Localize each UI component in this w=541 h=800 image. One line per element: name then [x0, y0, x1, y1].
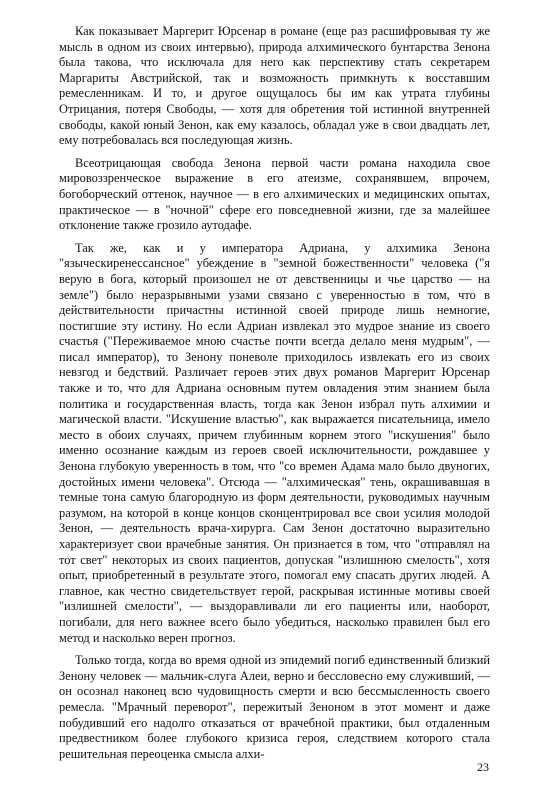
paragraph-3: Так же, как и у императора Адриана, у алхимика Зенона "языческиренессансное" убеждение в "земной божественности" человека ("я верую в бога, который произошел не от девственницы и чье царство — на земле") было неразрывными узами связано с уверенностью в том, что в действительности причастны истинной своей природе лишь немногие, постигшие эту истину. Но если Адриан извлекал это мудрое знание из своего счастья ("Переживаемое мною счастье почти всегда делало меня мудрым", — писал император), то Зенону поневоле приходилось извлекать его из своих невзгод и бедствий. Различает героев этих двух романов Маргерит Юрсенар также и то, что для Адриана основным путем овладения этим знанием была политика и государственная власть, тогда как Зенон избрал путь алхимии и магической власти. "Искушение властью", как выражается писательница, имело место в обоих случаях, причем глубинным корнем этого "искушения" было именно осознание каждым из героев своей исключительности, рождавшее у Зенона глубокую уверенность в том, что "со времен Адама мало было двуногих, достойных имени человека". Отсюда — "алхимическая" тень, окрашивавшая в темные тона самую благородную из форм деятельности, руководимых научным разумом, на которой в конце концов сконцентрировал все свои усилия молодой Зенон, — деятельность врача-хирурга. Сам Зенон достаточно выразительно характеризует свои врачебные занятия. Он признается в том, что "отправлял на тот свет" некоторых из своих пациентов, допуская "излишнюю смелость", хотя опыт, приобретенный в результате этого, помогал ему спасать других людей. А главное, как честно свидетельствует герой, раскрывая истинные мотивы своей "излишней смелости", — выздоравливали ли его пациенты или, наоборот, погибали, для него важнее всего было убедиться, насколько правилен был его метод и насколько верен прогноз.: [59, 240, 490, 645]
page-number: 23: [477, 760, 489, 774]
paragraph-2: Всеотрицающая свобода Зенона первой части романа находила свое мировоззренческое выражение в его атеизме, сохранявшем, впрочем, богоборческий оттенок, научное — в его алхимических и медицинских опытах, практическое — в "ночной" сфере его повседневной жизни, где за малейшее отклонение также грозило аутодафе.: [59, 155, 490, 233]
paragraph-1: Как показывает Маргерит Юрсенар в романе (еще раз расшифровывая ту же мысль в одном из своих интервью), природа алхимического бунтарства Зенона была такова, что исключала для него как перспективу стать секретарем Маргариты Австрийской, так и возможность примкнуть к восставшим ремесленникам. И то, и другое ощущалось бы им как утрата глубины Отрицания, потеря Свободы, — хотя для обретения той истинной внутренней свободы, какой юный Зенон, как ему казалось, обладал уже в свои двадцать лет, ему потребовалась вся последующая жизнь.: [59, 24, 490, 148]
body-text: [59, 24, 490, 769]
paragraph-4: Только тогда, когда во время одной из эпидемий погиб единственный близкий Зенону человек — мальчик-слуга Алеи, верно и бессловесно ему служивший, — он осознал наконец всю чудовищность смерти и всю бессмысленность своего ремесла. "Мрачный переворот", пережитый Зеноном в этот момент и даже побудивший его надолго отказаться от врачебной практики, был отдаленным предвестником более глубокого кризиса героя, следствием которого стала решительная переоценка смысла алхи-: [59, 653, 490, 761]
